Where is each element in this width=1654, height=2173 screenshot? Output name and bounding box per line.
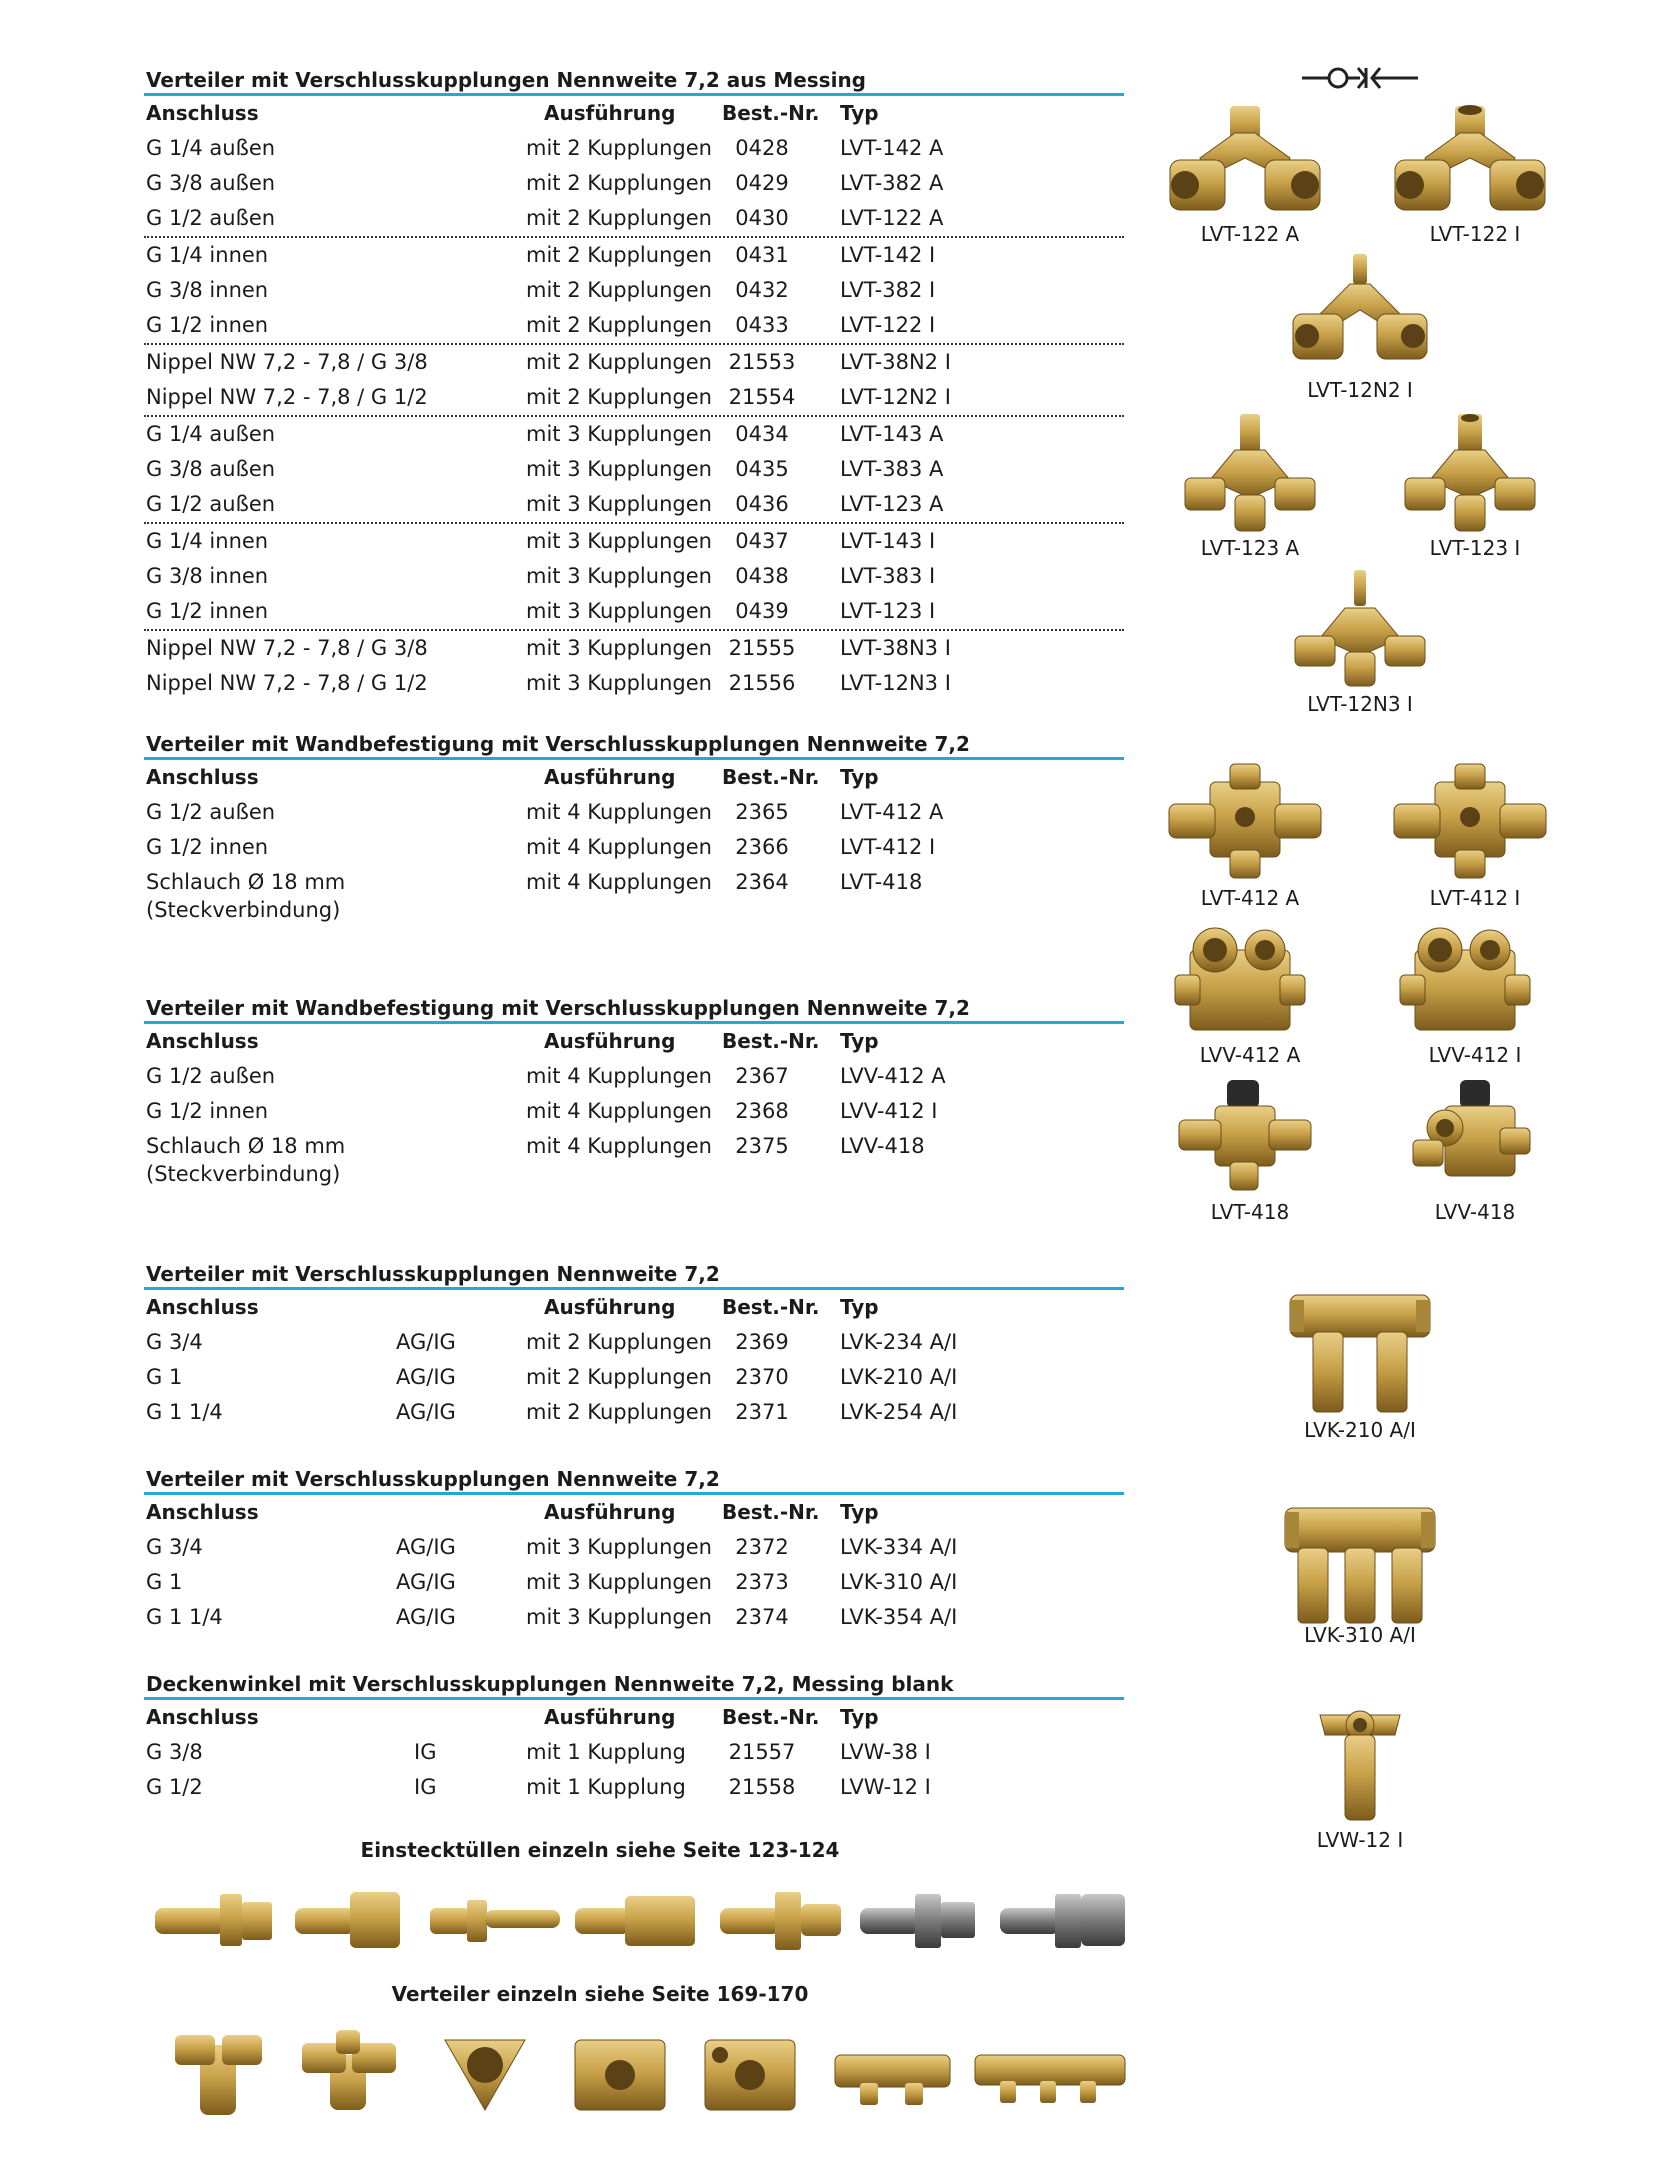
table-cell: G 1/2 <box>146 1775 203 1799</box>
table-cell: LVT-383 A <box>840 457 944 481</box>
table-row <box>144 795 1124 830</box>
section-wandbefestigung-lvt <box>144 730 1124 923</box>
table-cell: 0435 <box>735 457 789 481</box>
table-cell: mit 1 Kupplung <box>526 1775 686 1799</box>
table-cell: G 1/2 außen <box>146 1064 276 1088</box>
table-cell: 2365 <box>735 800 789 824</box>
table-cell: 0439 <box>735 599 789 623</box>
table-cell: AG/IG <box>396 1330 456 1354</box>
lvt-412i-image <box>1390 762 1550 882</box>
table-row <box>144 273 1124 308</box>
table-cell: Best.-Nr. <box>722 765 820 789</box>
verteiler-row-image <box>170 2025 1130 2125</box>
table-cell: 0434 <box>735 422 789 446</box>
table-cell: Anschluss <box>146 1295 259 1319</box>
caption: LVV-412 A <box>1199 1043 1301 1067</box>
table-cell: LVT-38N3 I <box>840 636 951 660</box>
table-cell: Anschluss <box>146 1029 259 1053</box>
table-cell: LVW-12 I <box>840 1775 931 1799</box>
table-row <box>144 380 1124 417</box>
table-cell: mit 2 Kupplungen <box>526 243 712 267</box>
table-cell: 2368 <box>735 1099 789 1123</box>
table-row <box>144 308 1124 345</box>
table-row <box>144 1325 1124 1360</box>
table-cell: G 3/8 <box>146 1740 203 1764</box>
table-cell: Typ <box>840 765 879 789</box>
lvt-122i-image <box>1385 98 1555 223</box>
table-cell: LVT-143 A <box>840 422 944 446</box>
table-cell: 0433 <box>735 313 789 337</box>
section-title: Verteiler mit Verschlusskupplungen Nennweite 7,2 <box>144 1260 1124 1290</box>
table-cell: Typ <box>840 1705 879 1729</box>
table-cell: 21554 <box>728 385 796 409</box>
table-cell: LVT-12N2 I <box>840 385 951 409</box>
table-cell: mit 2 Kupplungen <box>526 171 712 195</box>
table-cell: mit 3 Kupplungen <box>526 1535 712 1559</box>
caption: LVT-418 <box>1210 1200 1290 1224</box>
table-cell: Anschluss <box>146 1705 259 1729</box>
table-cell: mit 3 Kupplungen <box>526 457 712 481</box>
table-cell: 2371 <box>735 1400 789 1424</box>
table-row <box>144 1059 1124 1094</box>
table-row <box>144 1360 1124 1395</box>
table-cell: AG/IG <box>396 1535 456 1559</box>
table-cell: G 3/8 außen <box>146 457 276 481</box>
caption: LVW-12 I <box>1316 1828 1404 1852</box>
table-row <box>144 865 1124 923</box>
table-row <box>144 524 1124 559</box>
section-title: Verteiler mit Wandbefestigung mit Verschlusskupplungen Nennweite 7,2 <box>144 730 1124 760</box>
table-cell: mit 2 Kupplungen <box>526 350 712 374</box>
table-row <box>144 345 1124 380</box>
table-cell: 2373 <box>735 1570 789 1594</box>
table-cell: 2364 <box>735 870 789 894</box>
table-cell: 0431 <box>735 243 789 267</box>
section-title: Verteiler mit Verschlusskupplungen Nennweite 7,2 <box>144 1465 1124 1495</box>
table-cell: AG/IG <box>396 1365 456 1389</box>
table-cell: LVT-382 A <box>840 171 944 195</box>
table-cell: Nippel NW 7,2 - 7,8 / G 1/2 <box>146 385 428 409</box>
table-cell: 0428 <box>735 136 789 160</box>
table-cell: mit 3 Kupplungen <box>526 671 712 695</box>
table-cell: IG <box>414 1740 437 1764</box>
table-cell: G 1/2 außen <box>146 492 276 516</box>
table-cell: Nippel NW 7,2 - 7,8 / G 1/2 <box>146 671 428 695</box>
table-cell: Best.-Nr. <box>722 1705 820 1729</box>
table-cell: LVV-412 A <box>840 1064 946 1088</box>
table-row <box>144 417 1124 452</box>
table-cell: G 3/4 <box>146 1330 203 1354</box>
table-cell: 2374 <box>735 1605 789 1629</box>
table-cell: 0432 <box>735 278 789 302</box>
table-cell: LVT-418 <box>840 870 923 894</box>
table-cell: (Steckverbindung) <box>146 898 341 922</box>
table-cell: mit 4 Kupplungen <box>526 800 712 824</box>
caption: LVT-122 A <box>1200 222 1300 246</box>
caption: LVT-412 A <box>1200 886 1300 910</box>
table-cell: (Steckverbindung) <box>146 1162 341 1186</box>
table-cell: Ausführung <box>544 1029 676 1053</box>
header-ausfuehrung: Ausführung <box>544 101 676 125</box>
table-cell: IG <box>414 1775 437 1799</box>
section-lvk-2 <box>144 1260 1124 1430</box>
table-cell: LVT-143 I <box>840 529 936 553</box>
table-row <box>144 1395 1124 1430</box>
note-einstecktuellen: Einstecktüllen einzeln siehe Seite 123-124 <box>360 1838 840 1862</box>
table-cell: Nippel NW 7,2 - 7,8 / G 3/8 <box>146 350 428 374</box>
table-cell: G 1/2 innen <box>146 1099 269 1123</box>
table-cell: 2372 <box>735 1535 789 1559</box>
lvw-12i-image <box>1315 1705 1405 1825</box>
caption: LVV-418 <box>1434 1200 1516 1224</box>
table-cell: G 3/8 innen <box>146 278 269 302</box>
table-row <box>144 1735 1124 1770</box>
table-cell: 2369 <box>735 1330 789 1354</box>
table-row <box>144 1770 1124 1805</box>
table-cell: LVK-310 A/I <box>840 1570 958 1594</box>
table-cell: mit 3 Kupplungen <box>526 1605 712 1629</box>
table-cell: LVK-234 A/I <box>840 1330 958 1354</box>
header-anschluss: Anschluss <box>146 101 259 125</box>
table-cell: mit 3 Kupplungen <box>526 422 712 446</box>
table-cell: LVT-38N2 I <box>840 350 951 374</box>
table-row <box>144 559 1124 594</box>
table-cell: mit 3 Kupplungen <box>526 599 712 623</box>
table-cell: G 1/4 außen <box>146 136 276 160</box>
lvt-12n3i-image <box>1290 568 1430 688</box>
table-cell: LVT-123 I <box>840 599 936 623</box>
section-wandbefestigung-lvv <box>144 994 1124 1187</box>
caption: LVK-210 A/I <box>1304 1418 1416 1442</box>
table-cell: LVK-210 A/I <box>840 1365 958 1389</box>
lvt-412a-image <box>1165 762 1325 882</box>
table-cell: G 1 <box>146 1365 183 1389</box>
caption: LVT-12N3 I <box>1307 692 1413 716</box>
table-cell: mit 3 Kupplungen <box>526 492 712 516</box>
table-cell: LVK-334 A/I <box>840 1535 958 1559</box>
table-cell: Anschluss <box>146 1500 259 1524</box>
table-row <box>144 238 1124 273</box>
table-cell: G 1/2 außen <box>146 206 276 230</box>
table-cell: LVV-418 <box>840 1134 925 1158</box>
table-cell: Ausführung <box>544 1705 676 1729</box>
table-cell: G 3/4 <box>146 1535 203 1559</box>
table-cell: LVT-123 A <box>840 492 944 516</box>
table-cell: Typ <box>840 1295 879 1319</box>
table-header <box>144 1495 1124 1530</box>
table-cell: 0430 <box>735 206 789 230</box>
table-cell: G 1/2 innen <box>146 313 269 337</box>
table-cell: mit 2 Kupplungen <box>526 206 712 230</box>
table-cell: LVT-382 I <box>840 278 936 302</box>
table-cell: mit 3 Kupplungen <box>526 636 712 660</box>
section-deckenwinkel <box>144 1670 1124 1805</box>
section-lvk-3 <box>144 1465 1124 1635</box>
table-cell: mit 2 Kupplungen <box>526 1400 712 1424</box>
table-cell: mit 4 Kupplungen <box>526 1099 712 1123</box>
table-cell: Best.-Nr. <box>722 1500 820 1524</box>
table-cell: LVT-12N3 I <box>840 671 951 695</box>
lvt-123i-image <box>1400 410 1540 535</box>
table-cell: LVT-122 I <box>840 313 936 337</box>
table-cell: G 1/2 innen <box>146 835 269 859</box>
table-cell: 0437 <box>735 529 789 553</box>
table-cell: G 1/2 innen <box>146 599 269 623</box>
table-cell: 2367 <box>735 1064 789 1088</box>
table-cell: AG/IG <box>396 1400 456 1424</box>
header-typ: Typ <box>840 101 879 125</box>
table-cell: G 1/2 außen <box>146 800 276 824</box>
caption: LVT-123 A <box>1200 536 1300 560</box>
lvt-418-image <box>1175 1078 1315 1193</box>
table-header <box>144 1290 1124 1325</box>
table-cell: LVK-254 A/I <box>840 1400 958 1424</box>
table-cell: G 1/4 innen <box>146 243 269 267</box>
caption: LVT-122 I <box>1429 222 1521 246</box>
table-header <box>144 1024 1124 1059</box>
table-header <box>144 1700 1124 1735</box>
lvk-310-image <box>1280 1500 1440 1630</box>
table-cell: Ausführung <box>544 765 676 789</box>
lvt-122a-image <box>1160 98 1330 223</box>
section-title: Verteiler mit Verschlusskupplungen Nennweite 7,2 aus Messing <box>144 66 1124 96</box>
table-cell: mit 2 Kupplungen <box>526 385 712 409</box>
table-cell: LVT-412 I <box>840 835 936 859</box>
table-cell: G 1 1/4 <box>146 1605 223 1629</box>
table-row <box>144 1129 1124 1187</box>
table-cell: 2375 <box>735 1134 789 1158</box>
caption: LVK-310 A/I <box>1304 1623 1416 1647</box>
table-cell: Schlauch Ø 18 mm <box>146 870 346 894</box>
table-cell: Typ <box>840 1500 879 1524</box>
table-cell: G 3/8 außen <box>146 171 276 195</box>
table-row <box>144 1565 1124 1600</box>
caption: LVV-412 I <box>1428 1043 1522 1067</box>
table-cell: 0438 <box>735 564 789 588</box>
table-cell: LVT-142 A <box>840 136 944 160</box>
table-cell: Ausführung <box>544 1295 676 1319</box>
table-cell: LVV-412 I <box>840 1099 938 1123</box>
table-row <box>144 1600 1124 1635</box>
table-row <box>144 1530 1124 1565</box>
header-bestnr: Best.-Nr. <box>722 101 820 125</box>
table-row <box>144 452 1124 487</box>
table-cell: mit 2 Kupplungen <box>526 313 712 337</box>
table-cell: mit 4 Kupplungen <box>526 1134 712 1158</box>
einstecktuellen-row-image <box>150 1880 1130 1960</box>
table-row <box>144 594 1124 631</box>
table-row <box>144 631 1124 666</box>
section-verteiler-messing <box>144 66 1124 701</box>
table-cell: AG/IG <box>396 1605 456 1629</box>
table-cell: Ausführung <box>544 1500 676 1524</box>
table-cell: LVT-142 I <box>840 243 936 267</box>
table-row <box>144 166 1124 201</box>
section-title: Verteiler mit Wandbefestigung mit Verschlusskupplungen Nennweite 7,2 <box>144 994 1124 1024</box>
table-cell: mit 3 Kupplungen <box>526 564 712 588</box>
caption: LVT-412 I <box>1429 886 1521 910</box>
caption: LVT-12N2 I <box>1307 378 1413 402</box>
lvv-412a-image <box>1170 920 1310 1040</box>
table-cell: LVT-412 A <box>840 800 944 824</box>
section-title: Deckenwinkel mit Verschlusskupplungen Nennweite 7,2, Messing blank <box>144 1670 1124 1700</box>
table-row <box>144 666 1124 701</box>
table-cell: Best.-Nr. <box>722 1295 820 1319</box>
table-cell: mit 2 Kupplungen <box>526 136 712 160</box>
table-cell: 21556 <box>728 671 796 695</box>
table-cell: G 3/8 innen <box>146 564 269 588</box>
table-cell: Schlauch Ø 18 mm <box>146 1134 346 1158</box>
table-row <box>144 830 1124 865</box>
table-cell: LVT-383 I <box>840 564 936 588</box>
table-cell: 21557 <box>728 1740 796 1764</box>
caption: LVT-123 I <box>1429 536 1521 560</box>
note-verteiler: Verteiler einzeln siehe Seite 169-170 <box>391 1982 809 2006</box>
table-cell: Anschluss <box>146 765 259 789</box>
table-cell: G 1/4 außen <box>146 422 276 446</box>
table-row <box>144 1094 1124 1129</box>
table-cell: 0429 <box>735 171 789 195</box>
table-cell: mit 2 Kupplungen <box>526 1365 712 1389</box>
table-cell: 2370 <box>735 1365 789 1389</box>
table-cell: LVT-122 A <box>840 206 944 230</box>
lvv-418-image <box>1405 1078 1535 1193</box>
table-cell: LVK-354 A/I <box>840 1605 958 1629</box>
table-cell: Typ <box>840 1029 879 1053</box>
table-cell: LVW-38 I <box>840 1740 931 1764</box>
table-cell: G 1 <box>146 1570 183 1594</box>
table-cell: mit 2 Kupplungen <box>526 1330 712 1354</box>
lvt-123a-image <box>1180 410 1320 535</box>
table-cell: mit 2 Kupplungen <box>526 278 712 302</box>
table-cell: G 1 1/4 <box>146 1400 223 1424</box>
table-cell: mit 3 Kupplungen <box>526 529 712 553</box>
table-cell: 21553 <box>728 350 796 374</box>
table-header <box>144 760 1124 795</box>
table-cell: 0436 <box>735 492 789 516</box>
table-cell: mit 4 Kupplungen <box>526 1064 712 1088</box>
table-cell: AG/IG <box>396 1570 456 1594</box>
table-cell: mit 4 Kupplungen <box>526 835 712 859</box>
table-cell: 2366 <box>735 835 789 859</box>
lvv-412i-image <box>1395 920 1535 1040</box>
table-cell: 21558 <box>728 1775 796 1799</box>
table-cell: G 1/4 innen <box>146 529 269 553</box>
table-cell: Nippel NW 7,2 - 7,8 / G 3/8 <box>146 636 428 660</box>
table-cell: Best.-Nr. <box>722 1029 820 1053</box>
coupling-symbol-icon <box>1300 64 1420 92</box>
table-cell: mit 4 Kupplungen <box>526 870 712 894</box>
table-row <box>144 201 1124 238</box>
table-cell: 21555 <box>728 636 796 660</box>
table-cell: mit 3 Kupplungen <box>526 1570 712 1594</box>
lvt-12n2i-image <box>1285 252 1435 372</box>
table-row <box>144 131 1124 166</box>
table-row <box>144 487 1124 524</box>
lvk-210-image <box>1285 1290 1435 1420</box>
table-cell: mit 1 Kupplung <box>526 1740 686 1764</box>
table-header <box>144 96 1124 131</box>
